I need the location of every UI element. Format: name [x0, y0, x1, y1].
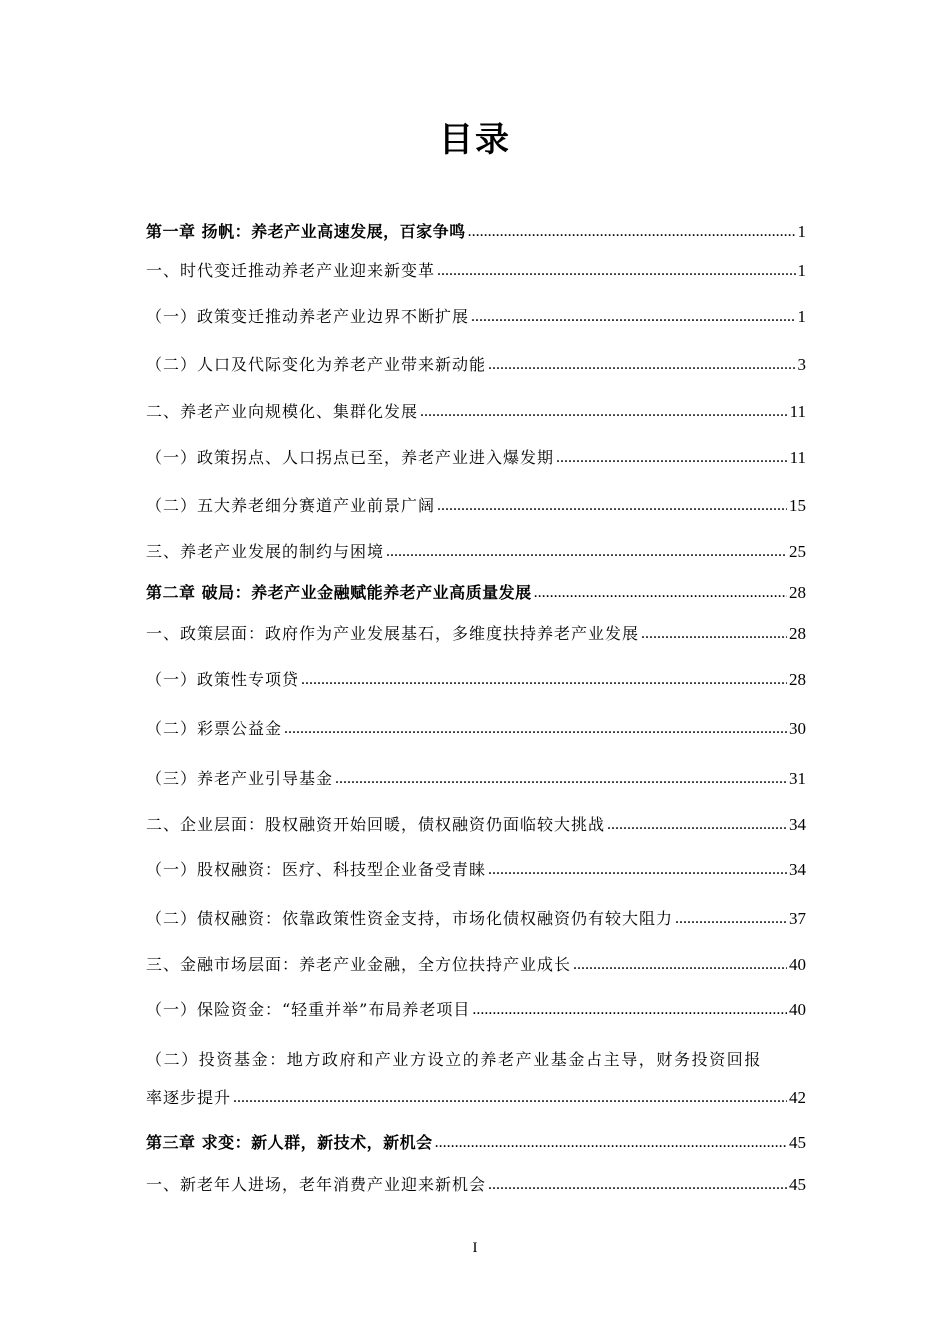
toc-entry-page: 30 — [789, 719, 806, 738]
toc-entry-page: 1 — [797, 261, 806, 280]
toc-entry-text: （一）政策拐点、人口拐点已至，养老产业进入爆发期 — [146, 448, 555, 467]
toc-entry-page: 1 — [797, 222, 806, 241]
toc-leader-dots — [641, 624, 787, 644]
toc-leader-dots — [556, 448, 788, 468]
toc-entry-section[interactable] — [146, 1175, 806, 1195]
toc-entry-section[interactable] — [146, 624, 806, 644]
toc-entry-text: （二）彩票公益金 — [146, 719, 283, 738]
toc-entry-page: 25 — [789, 542, 806, 561]
toc-leader-dots — [534, 583, 787, 603]
toc-leader-dots — [488, 860, 787, 880]
toc-entry-text: 率逐步提升 — [146, 1088, 232, 1107]
toc-entry-page: 28 — [789, 670, 806, 689]
page-number-footer: I — [472, 1240, 478, 1256]
toc-leader-dots — [468, 222, 796, 242]
toc-leader-dots — [386, 542, 787, 562]
toc-leader-dots — [573, 955, 787, 975]
toc-entry-page: 3 — [797, 355, 806, 374]
toc-entry-page: 28 — [789, 583, 806, 602]
toc-entry-text: （二）人口及代际变化为养老产业带来新动能 — [146, 355, 487, 374]
toc-entry-chapter-1[interactable] — [146, 222, 806, 242]
toc-entry-text: （二）五大养老细分赛道产业前景广阔 — [146, 496, 436, 515]
toc-leader-dots — [472, 1000, 787, 1020]
toc-entry-text: （一）政策性专项贷 — [146, 670, 300, 689]
page-title: 目录 — [439, 120, 511, 160]
toc-entry-subsection[interactable] — [146, 448, 806, 468]
toc-leader-dots — [301, 670, 787, 690]
toc-entry-text: 三、养老产业发展的制约与困境 — [146, 542, 385, 561]
toc-entry-section[interactable] — [146, 261, 806, 281]
toc-entry-subsection[interactable] — [146, 1000, 806, 1020]
toc-entry-section[interactable] — [146, 955, 806, 975]
toc-entry-page: 34 — [789, 815, 806, 834]
toc-entry-subsection-line-2[interactable] — [146, 1088, 806, 1108]
toc-entry-section[interactable] — [146, 402, 806, 422]
toc-entry-text: （二）债权融资：依靠政策性资金支持，市场化债权融资仍有较大阻力 — [146, 909, 674, 928]
toc-leader-dots — [435, 1133, 787, 1153]
toc-entry-chapter-3[interactable] — [146, 1133, 806, 1153]
toc-entry-subsection[interactable] — [146, 307, 806, 327]
toc-entry-subsection[interactable] — [146, 670, 806, 690]
toc-entry-page: 1 — [797, 307, 806, 326]
toc-leader-dots — [335, 769, 787, 789]
toc-entry-section[interactable] — [146, 815, 806, 835]
toc-entry-page: 45 — [789, 1175, 806, 1194]
toc-entry-chapter-2[interactable] — [146, 583, 806, 603]
toc-leader-dots — [284, 719, 787, 739]
toc-entry-text: 一、政策层面：政府作为产业发展基石，多维度扶持养老产业发展 — [146, 624, 640, 643]
toc-leader-dots — [420, 402, 788, 422]
toc-entry-text: 二、养老产业向规模化、集群化发展 — [146, 402, 419, 421]
toc-entry-section[interactable] — [146, 542, 806, 562]
toc-entry-text: 一、时代变迁推动养老产业迎来新变革 — [146, 261, 436, 280]
toc-entry-page: 31 — [789, 769, 806, 788]
toc-entry-page: 40 — [789, 1000, 806, 1019]
toc-leader-dots — [437, 496, 787, 516]
toc-entry-page: 28 — [789, 624, 806, 643]
toc-entry-subsection[interactable] — [146, 909, 806, 929]
toc-entry-text: 三、金融市场层面：养老产业金融，全方位扶持产业成长 — [146, 955, 572, 974]
toc-leader-dots — [488, 1175, 787, 1195]
toc-entry-page: 42 — [789, 1088, 806, 1107]
toc-entry-page: 15 — [789, 496, 806, 515]
toc-leader-dots — [471, 307, 795, 327]
toc-leader-dots — [437, 261, 795, 281]
toc-entry-subsection[interactable] — [146, 860, 806, 880]
toc-entry-text: 二、企业层面：股权融资开始回暖，债权融资仍面临较大挑战 — [146, 815, 606, 834]
toc-leader-dots — [488, 355, 795, 375]
toc-entry-text: 第二章 破局：养老产业金融赋能养老产业高质量发展 — [146, 583, 532, 602]
toc-entry-subsection-line-1[interactable]: （二）投资基金：地方政府和产业方设立的养老产业基金占主导，财务投资回报 — [146, 1050, 763, 1069]
toc-entry-page: 34 — [789, 860, 806, 879]
toc-entry-text: （一）保险资金：“轻重并举”布局养老项目 — [146, 1000, 471, 1019]
toc-leader-dots — [675, 909, 787, 929]
toc-entry-page: 11 — [789, 402, 806, 421]
toc-entry-text: 一、新老年人进场，老年消费产业迎来新机会 — [146, 1175, 487, 1194]
toc-entry-page: 11 — [789, 448, 806, 467]
toc-entry-text: （一）政策变迁推动养老产业边界不断扩展 — [146, 307, 470, 326]
toc-entry-subsection[interactable] — [146, 496, 806, 516]
toc-entry-text: 第一章 扬帆：养老产业高速发展，百家争鸣 — [146, 222, 466, 241]
toc-leader-dots — [607, 815, 787, 835]
toc-entry-text: （一）股权融资：医疗、科技型企业备受青睐 — [146, 860, 487, 879]
toc-entry-subsection[interactable] — [146, 719, 806, 739]
toc-entry-subsection[interactable] — [146, 355, 806, 375]
toc-entry-page: 45 — [789, 1133, 806, 1152]
toc-entry-page: 37 — [789, 909, 806, 928]
toc-entry-text: （三）养老产业引导基金 — [146, 769, 334, 788]
toc-leader-dots — [233, 1088, 787, 1108]
toc-entry-page: 40 — [789, 955, 806, 974]
toc-entry-text: 第三章 求变：新人群，新技术，新机会 — [146, 1133, 433, 1152]
toc-entry-subsection[interactable] — [146, 769, 806, 789]
